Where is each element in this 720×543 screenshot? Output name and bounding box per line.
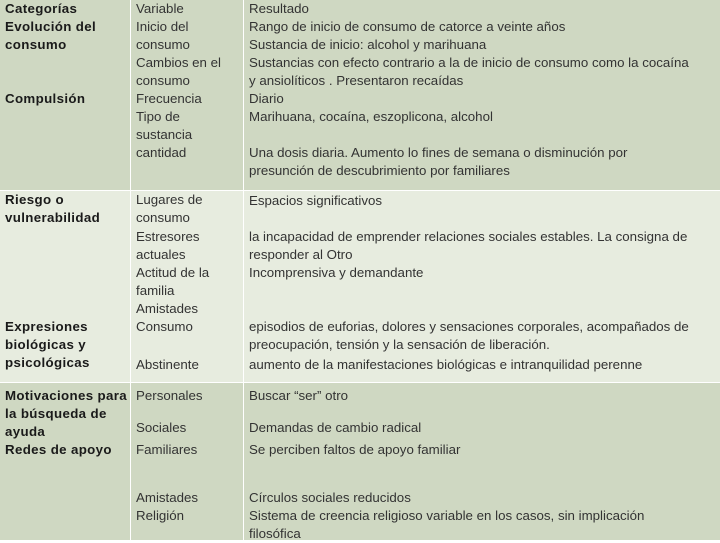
- variable-actitud-line2: familia: [136, 283, 175, 298]
- variable-amistades: Amistades: [136, 490, 199, 505]
- result-sustancias-efecto-line1: Sustancias con efecto contrario a la de inicio de consumo como la cocaína: [249, 55, 689, 70]
- result-incapacidad-line1: la incapacidad de emprender relaciones sociales estables. La consigna de: [249, 229, 688, 244]
- result-sistema-line1: Sistema de creencia religioso variable en los casos, sin implicación: [249, 508, 645, 523]
- variable-lugares-line2: consumo: [136, 210, 190, 225]
- variable-religion: Religión: [136, 508, 185, 523]
- variable-familiares: Familiares: [136, 442, 198, 457]
- variable-estresores-line2: actuales: [136, 247, 186, 262]
- result-dosis-line1: Una dosis diaria. Aumento lo fines de semana o disminución por: [249, 145, 628, 160]
- category-riesgo-line2: vulnerabilidad: [5, 210, 101, 225]
- category-riesgo-line1: Riesgo o: [5, 192, 64, 207]
- result-incomprensiva: Incomprensiva y demandante: [249, 265, 424, 280]
- category-expresiones-line2: biológicas y: [5, 337, 87, 352]
- variable-personales: Personales: [136, 388, 203, 403]
- category-motivaciones-line1: Motivaciones para: [5, 388, 127, 403]
- result-marihuana: Marihuana, cocaína, eszoplicona, alcohol: [249, 109, 493, 124]
- row-divider: [0, 190, 720, 191]
- variable-inicio-line2: consumo: [136, 37, 190, 52]
- variable-actitud-line1: Actitud de la: [136, 265, 210, 280]
- variable-cambios-line1: Cambios en el: [136, 55, 221, 70]
- result-faltos: Se perciben faltos de apoyo familiar: [249, 442, 461, 457]
- result-aumento: aumento de la manifestaciones biológicas e intranquilidad perenne: [249, 357, 643, 372]
- variable-cantidad: cantidad: [136, 145, 187, 160]
- category-compulsion: Compulsión: [5, 91, 86, 106]
- category-expresiones-line3: psicológicas: [5, 355, 90, 370]
- result-incapacidad-line2: responder al Otro: [249, 247, 353, 262]
- result-diario: Diario: [249, 91, 284, 106]
- column-divider: [243, 0, 244, 540]
- result-demandas: Demandas de cambio radical: [249, 420, 422, 435]
- variable-cambios-line2: consumo: [136, 73, 190, 88]
- variable-estresores-line1: Estresores: [136, 229, 200, 244]
- variable-lugares-line1: Lugares de: [136, 192, 203, 207]
- result-sustancia-inicio: Sustancia de inicio: alcohol y marihuana: [249, 37, 487, 52]
- column-divider: [130, 0, 131, 540]
- result-sustancias-efecto-line2: y ansiolíticos . Presentaron recaídas: [249, 73, 464, 88]
- result-episodios-line2: preocupación, tensión y la sensación de liberación.: [249, 337, 550, 352]
- category-evolucion-line1: Evolución del: [5, 19, 96, 34]
- result-circulos: Círculos sociales reducidos: [249, 490, 411, 505]
- result-sistema-line2: filosófica: [249, 526, 301, 541]
- header-categoria: Categorías: [5, 1, 78, 16]
- category-evolucion-line2: consumo: [5, 37, 67, 52]
- category-expresiones-line1: Expresiones: [5, 319, 88, 334]
- result-dosis-line2: presunción de descubrimiento por familiares: [249, 163, 510, 178]
- variable-abstinente: Abstinente: [136, 357, 199, 372]
- category-motivaciones-line3: ayuda: [5, 424, 46, 439]
- result-buscar: Buscar “ser” otro: [249, 388, 349, 403]
- header-variable: Variable: [136, 1, 184, 16]
- result-rango: Rango de inicio de consumo de catorce a veinte años: [249, 19, 566, 34]
- row-divider: [0, 382, 720, 383]
- header-resultado: Resultado: [249, 1, 309, 16]
- variable-consumo: Consumo: [136, 319, 193, 334]
- variable-amistades: Amistades: [136, 301, 199, 316]
- category-redes: Redes de apoyo: [5, 442, 112, 457]
- variable-inicio-line1: Inicio del: [136, 19, 189, 34]
- category-motivaciones-line2: la búsqueda de: [5, 406, 107, 421]
- variable-sociales: Sociales: [136, 420, 187, 435]
- variable-frecuencia: Frecuencia: [136, 91, 202, 106]
- result-episodios-line1: episodios de euforias, dolores y sensaciones corporales, acompañados de: [249, 319, 689, 334]
- variable-tipo-line2: sustancia: [136, 127, 193, 142]
- variable-tipo-line1: Tipo de: [136, 109, 180, 124]
- result-espacios: Espacios significativos: [249, 193, 383, 208]
